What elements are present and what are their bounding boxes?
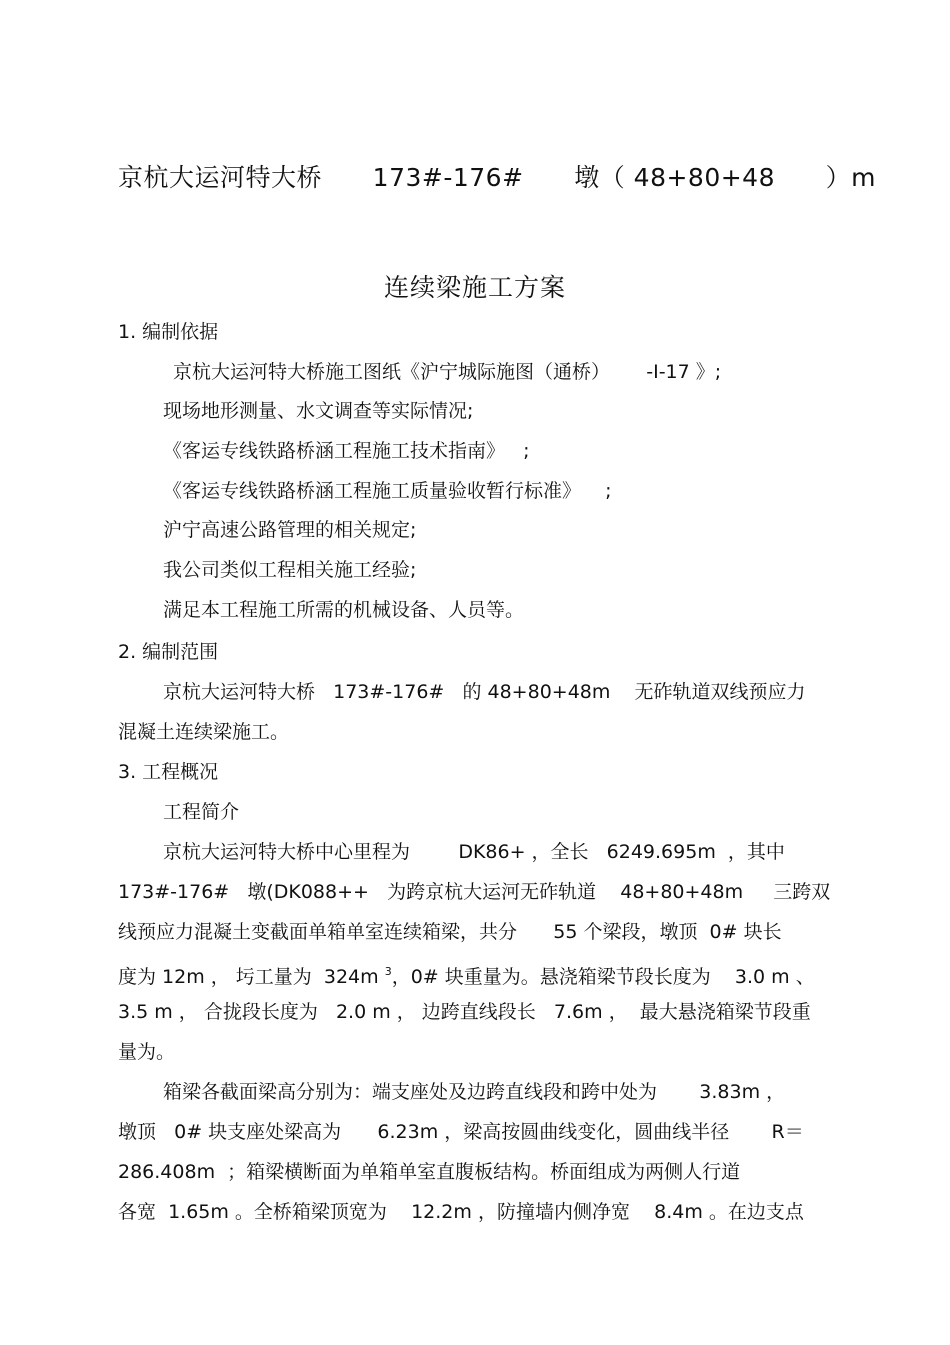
overview-line xyxy=(118,960,815,989)
basis-item: 《客运专线铁路桥涵工程施工质量验收暂行标准》 ; xyxy=(163,480,612,502)
overview-line: 3.5 m ， 合拢段长度为 2.0 m ， 边跨直线段长 7.6m ， 最大悬浇箱梁节段重 xyxy=(118,1001,811,1023)
document-title: 京杭大运河特大桥 173#-176# 墩（ 48+80+48 ）m xyxy=(118,163,877,192)
basis-item: 我公司类似工程相关施工经验; xyxy=(163,559,417,581)
overview-line: 箱梁各截面梁高分别为：端支座处及边跨直线段和跨中处为 3.83m ， xyxy=(163,1081,786,1103)
overview-line: 京杭大运河特大桥中心里程为 DK86+ ，全长 6249.695m ，其中 xyxy=(163,841,785,863)
section-heading-2: 2. 编制范围 xyxy=(118,641,219,663)
overview-text: ，0# 块重量为。悬浇箱梁节段长度为 3.0 m 、 xyxy=(391,966,815,988)
superscript: 3 xyxy=(384,965,392,978)
overview-line: 173#-176# 墩(DK088++ 为跨京杭大运河无砟轨道 48+80+48m 三跨双 xyxy=(118,881,831,903)
overview-line: 量为。 xyxy=(118,1041,176,1063)
overview-line: 各宽 1.65m 。全桥箱梁顶宽为 12.2m ，防撞墙内侧净宽 8.4m 。在边支点 xyxy=(118,1201,804,1223)
section-heading-3: 3. 工程概况 xyxy=(118,761,219,783)
basis-item: 满足本工程施工所需的机械设备、人员等。 xyxy=(163,599,525,621)
basis-item: 沪宁高速公路管理的相关规定; xyxy=(163,519,417,541)
section-heading-1: 1. 编制依据 xyxy=(118,321,219,343)
basis-item: 京杭大运河特大桥施工图纸《沪宁城际施图（通桥） -I-17 》; xyxy=(173,361,722,383)
scope-line: 京杭大运河特大桥 173#-176# 的 48+80+48m 无砟轨道双线预应力 xyxy=(163,681,806,703)
basis-item: 《客运专线铁路桥涵工程施工技术指南》 ; xyxy=(163,440,530,462)
document-subtitle: 连续梁施工方案 xyxy=(383,273,566,302)
overview-line: 286.408m ；箱梁横断面为单箱单室直腹板结构。桥面组成为两侧人行道 xyxy=(118,1161,741,1183)
overview-text: 度为 12m ， 圬工量为 324m xyxy=(118,966,385,988)
scope-line: 混凝土连续梁施工。 xyxy=(118,721,290,743)
basis-item: 现场地形测量、水文调查等实际情况; xyxy=(163,400,474,422)
subsection-heading: 工程简介 xyxy=(163,801,240,823)
overview-line: 线预应力混凝土变截面单箱单室连续箱梁，共分 55 个梁段，墩顶 0# 块长 xyxy=(118,921,782,943)
overview-line: 墩顶 0# 块支座处梁高为 6.23m ，梁高按圆曲线变化，圆曲线半径 R＝ xyxy=(118,1121,804,1143)
